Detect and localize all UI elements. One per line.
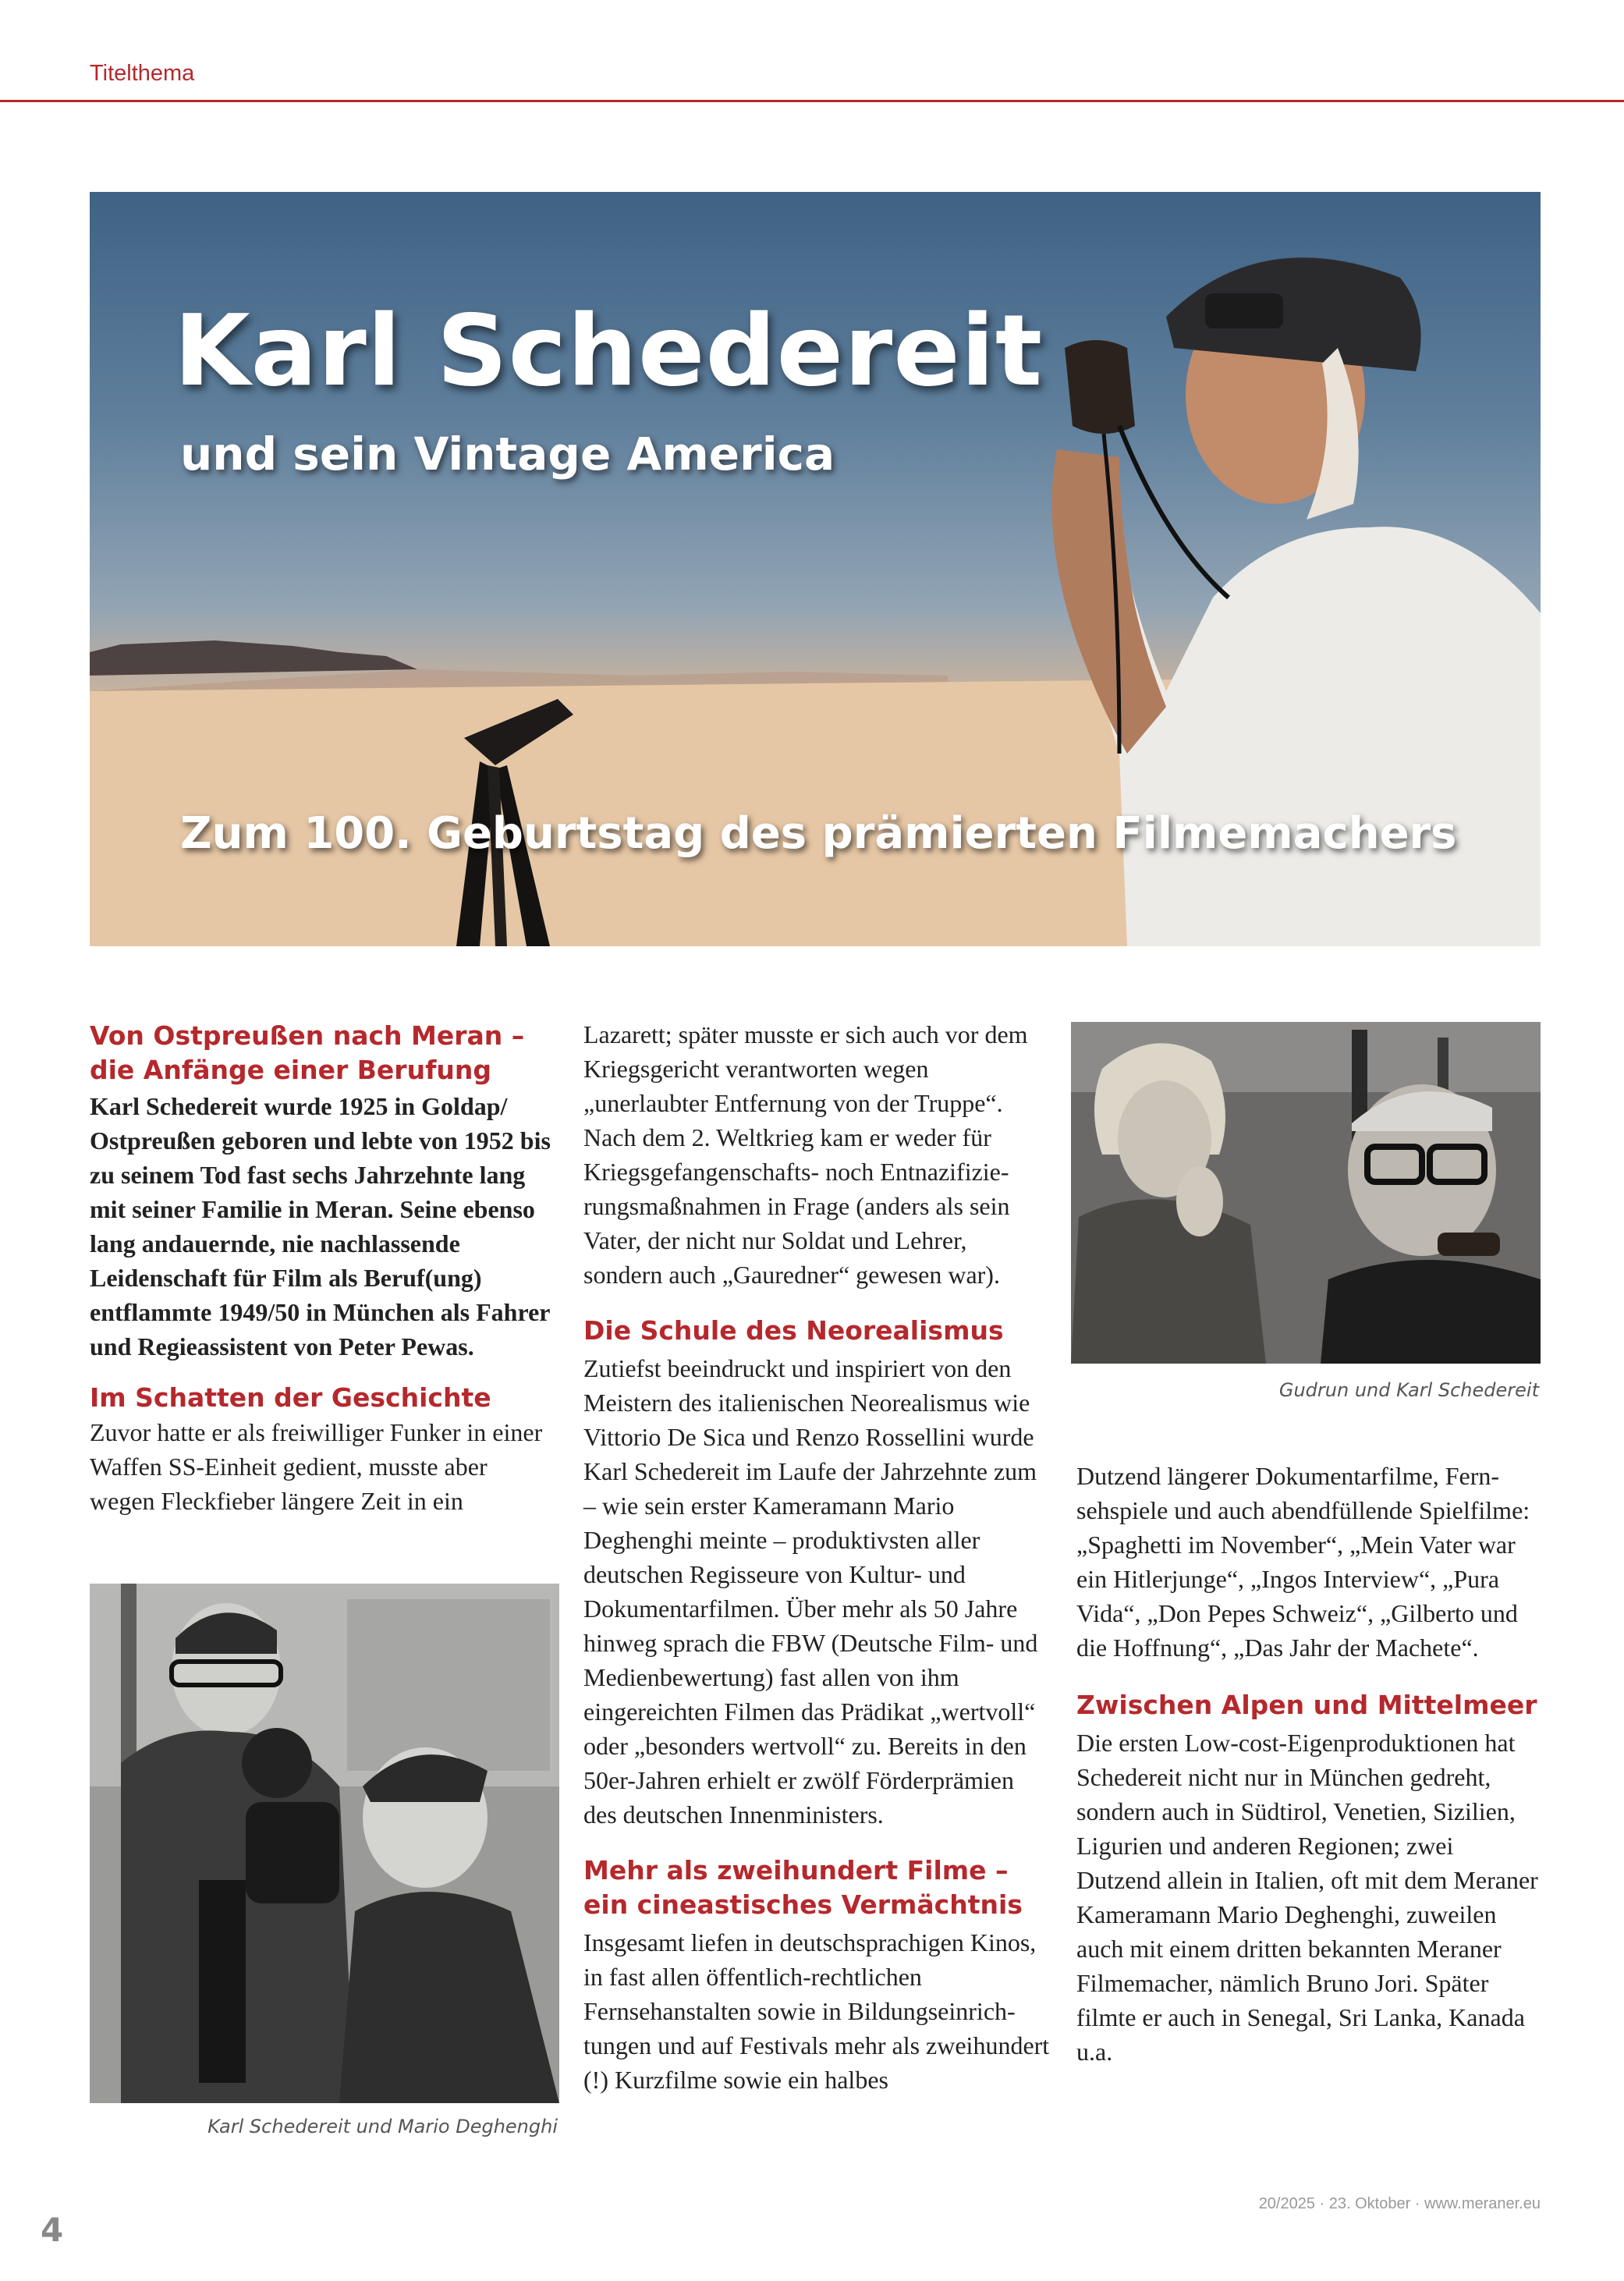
footer-issue: 20/2025 · 23. Oktober · www.meraner.eu xyxy=(1258,2195,1541,2212)
hero-tagline: Zum 100. Geburtstag des prämierten Filmemachers xyxy=(180,808,1457,859)
paragraph-neorealismus: Zutiefst beeindruckt und inspiriert von den Meistern des italienischen Neorealismus wie Vittorio De Sica und Renzo Rossellini wurde Karl Schedereit im Laufe der Jahrzehnte zum – wie sein erster Kameramann Mario Deghenghi meinte – produktivsten aller deutschen Regisseure von Kultur- und Dokumentarfilmen. Über mehr als 50 Jahre hinweg sprach die FBW (Deutsche Film- und Medienbewertung) fast allen von ihm eingereichten Filmen das Prädikat „wertvoll“ oder „besonders wertvoll“ zu. Bereits in den 50er-Jahren erhielt er zwölf Förderprämien des deutschen Innenministers. xyxy=(583,1354,1038,1829)
paragraph-filme: Insgesamt liefen in deutschsprachigen Kinos, in fast allen öffentlich-rechtlichen Fernsehanstalten sowie in Bildungseinrichtungen und auf Festivals mehr als zweihundert (!) Kurzfilme sowie ein halbes xyxy=(583,1928,1050,2094)
photo-schedereit-deghenghi-image xyxy=(90,1584,559,2103)
heading-filme-line2: ein cineastisches Vermächtnis xyxy=(583,1889,1023,1920)
column-3 xyxy=(1076,1459,1541,2069)
heading-neorealismus: Die Schule des Neorealismus xyxy=(583,1315,1004,1346)
column-1 xyxy=(90,1019,558,1518)
paragraph-alpen-mittelmeer: Die ersten Low-cost-Eigenproduktionen hat Schedereit nicht nur in München gedreht, sondern auch in Südtirol, Venetien, Sizilien, Ligurien und anderen Regionen; zwei Dutzend allein in Italien, oft mit dem Meraner Kameramann Mario Deghenghi, zuweilen auch mit einem dritten bekannten Meraner Filmemacher, nämlich Bruno Jori. Später filmte er auch in Senegal, Sri Lanka, Kanada u.a. xyxy=(1076,1729,1538,2066)
paragraph-dutzend: Dutzend längerer Dokumentarfilme, Fernsehspiele und auch abendfüllende Spielfilme: „Spaghetti im November“, „Mein Vater war ein Hitlerjunge“, „Ingos Interview“, „Pura Vida“, „Don Pepes Schweiz“, „Gilberto und die Hoffnung“, „Das Jahr der Machete“. xyxy=(1076,1462,1530,1662)
photo-gudrun-karl xyxy=(1071,1022,1541,1364)
heading-schatten: Im Schatten der Geschichte xyxy=(90,1382,491,1413)
photo-schedereit-deghenghi xyxy=(90,1584,559,2103)
lead-paragraph: Karl Schedereit wurde 1925 in Goldap/ Ostpreußen geboren und lebte von 1952 bis zu seinem Tod fast sechs Jahrzehnte lang mit seiner Familie in Meran. Seine ebenso lang andauernde, nie nachlassende Leidenschaft für Film als Beruf(ung) entflammte 1949/50 in München als Fahrer und Regieassistent von Peter Pewas. xyxy=(90,1092,551,1360)
heading-alpen-mittelmeer: Zwischen Alpen und Mittelmeer xyxy=(1076,1690,1537,1720)
hero-photo xyxy=(90,192,1541,946)
caption-gudrun-karl: Gudrun und Karl Schedereit xyxy=(1278,1379,1539,1401)
column-2 xyxy=(583,1017,1051,2097)
header-rule xyxy=(0,100,1624,102)
paragraph-lazarett: Lazarett; später musste er sich auch vor dem Kriegsgericht verantworten wegen „unerlaubter Entfernung von der Truppe“. Nach dem 2. Weltkrieg kam er weder für Kriegsgefangenschafts- noch Entnazifizierungsmaßnahmen in Frage (anders als sein Vater, der nicht nur Soldat und Lehrer, sondern auch „Gauredner“ gewesen war). xyxy=(583,1020,1028,1289)
hero-title: Karl Schedereit xyxy=(174,293,1044,408)
caption-schedereit-deghenghi: Karl Schedereit und Mario Deghenghi xyxy=(207,2116,558,2137)
section-label: Titelthema xyxy=(90,61,195,86)
page-number: 4 xyxy=(41,2211,64,2249)
paragraph-schatten: Zuvor hatte er als freiwilliger Funker in einer Waffen SS-Einheit gedient, musste aber wegen Fleckfieber längere Zeit in ein xyxy=(90,1418,543,1515)
hero-subtitle: und sein Vintage America xyxy=(180,427,835,481)
heading-ostpreussen-line1: Von Ostpreußen nach Meran – xyxy=(90,1020,525,1051)
heading-ostpreussen-line2: die Anfänge einer Berufung xyxy=(90,1055,492,1085)
photo-gudrun-karl-image xyxy=(1071,1022,1541,1364)
heading-filme-line1: Mehr als zweihundert Filme – xyxy=(583,1855,1009,1885)
